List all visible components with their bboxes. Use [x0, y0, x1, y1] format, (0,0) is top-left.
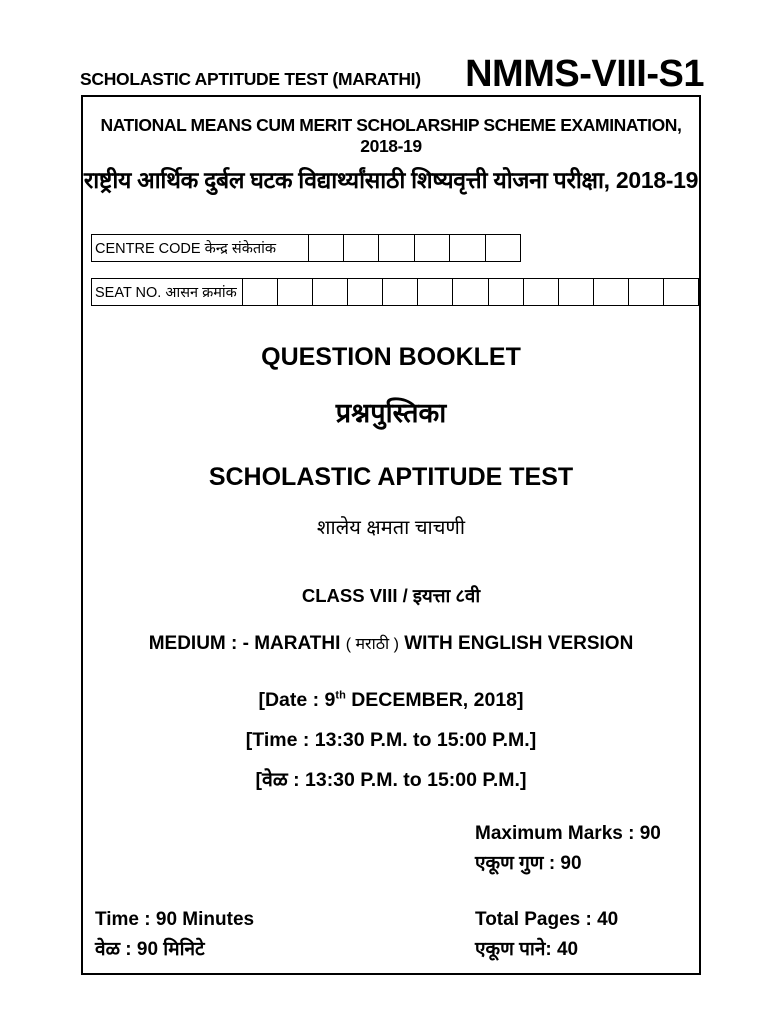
centre-code-cell[interactable]	[449, 235, 484, 261]
date-prefix: [Date : 9	[258, 689, 336, 711]
medium-marathi: ( मराठी )	[345, 636, 399, 653]
exam-date	[83, 689, 699, 712]
medium-suffix: WITH ENGLISH VERSION	[404, 633, 634, 654]
centre-code-cell[interactable]	[308, 235, 343, 261]
medium-line	[83, 632, 699, 655]
seat-no-cell[interactable]	[242, 279, 277, 305]
seat-no-cell[interactable]	[663, 279, 698, 305]
test-name-marathi: शालेय क्षमता चाचणी	[316, 517, 466, 539]
booklet-title-english: QUESTION BOOKLET	[261, 343, 521, 371]
seat-no-cell[interactable]	[488, 279, 523, 305]
seat-no-label: SEAT NO. आसन क्रमांक	[95, 285, 237, 301]
seat-no-cell[interactable]	[523, 279, 558, 305]
total-pages-marathi: एकूण पाने: 40	[475, 939, 579, 960]
exam-title-marathi: राष्ट्रीय आर्थिक दुर्बल घटक विद्यार्थ्यांसाठी शिष्यवृत्ती योजना परीक्षा, 2018-19	[83, 167, 699, 193]
seat-no-cell[interactable]	[312, 279, 347, 305]
seat-no-cell[interactable]	[347, 279, 382, 305]
total-pages-english: Total Pages : 40	[475, 909, 619, 930]
duration-english: Time : 90 Minutes	[95, 909, 255, 930]
total-pages-block	[475, 905, 618, 965]
class-line: CLASS VIII / इयत्ता ८वी	[301, 585, 481, 606]
centre-code-box	[91, 234, 521, 262]
cover-frame	[81, 95, 701, 975]
centre-code-cell[interactable]	[485, 235, 520, 261]
exam-time-english: [Time : 13:30 P.M. to 15:00 P.M.]	[245, 729, 537, 751]
seat-no-cell[interactable]	[628, 279, 663, 305]
exam-time-marathi: [वेळ : 13:30 P.M. to 15:00 P.M.]	[255, 769, 527, 791]
booklet-title-marathi: प्रश्नपुस्तिका	[335, 398, 447, 428]
seat-no-cell[interactable]	[417, 279, 452, 305]
max-marks-marathi: एकूण गुण : 90	[475, 853, 582, 874]
max-marks-block	[475, 819, 661, 879]
seat-no-cell[interactable]	[452, 279, 487, 305]
centre-code-cell[interactable]	[378, 235, 413, 261]
date-suffix: DECEMBER, 2018]	[345, 689, 524, 711]
paper-code: NMMS-VIII-S1	[465, 53, 704, 95]
centre-code-cell[interactable]	[343, 235, 378, 261]
seat-no-box	[91, 278, 699, 306]
seat-no-cell[interactable]	[593, 279, 628, 305]
duration-block	[95, 905, 254, 965]
seat-no-cell[interactable]	[558, 279, 593, 305]
subject-label: SCHOLASTIC APTITUDE TEST (MARATHI)	[80, 69, 421, 89]
medium-prefix: MEDIUM : - MARATHI	[148, 633, 341, 654]
seat-no-cell[interactable]	[382, 279, 417, 305]
test-name-english: SCHOLASTIC APTITUDE TEST	[208, 463, 574, 491]
top-header	[80, 48, 704, 96]
date-ordinal: th	[335, 689, 346, 702]
exam-title-english: NATIONAL MEANS CUM MERIT SCHOLARSHIP SCHEME EXAMINATION, 2018-19	[100, 115, 682, 156]
max-marks-english: Maximum Marks : 90	[475, 823, 661, 844]
centre-code-label: CENTRE CODE केन्द्र संकेतांक	[95, 241, 277, 257]
duration-marathi: वेळ : 90 मिनिटे	[95, 939, 205, 960]
centre-code-cell[interactable]	[414, 235, 449, 261]
seat-no-cell[interactable]	[277, 279, 312, 305]
